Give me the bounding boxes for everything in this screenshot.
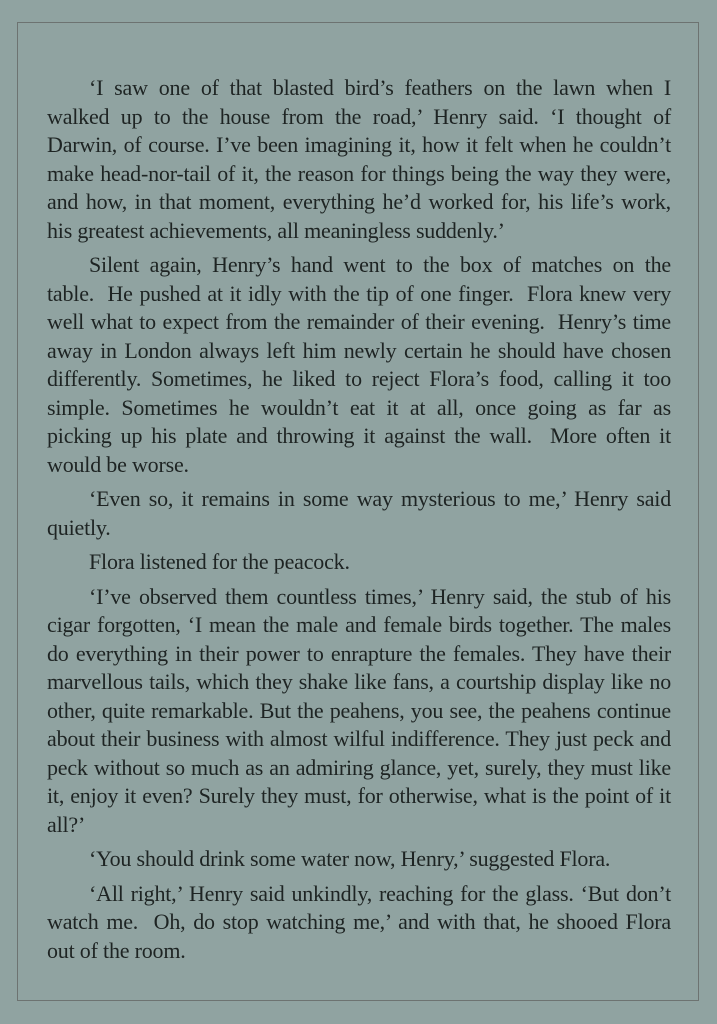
text-line: picking up his plate and throwing it against the wall. More often it xyxy=(47,423,671,448)
text-line: his greatest achievements, all meaningless suddenly.’ xyxy=(47,217,505,243)
text-line: ‘Even so, it remains in some way mysterious to me,’ Henry said xyxy=(89,486,671,511)
text-line: simple. Sometimes he wouldn’t eat it at all, once going as far as xyxy=(47,394,671,420)
text-line: make head-nor-tail of it, the reason for things being the way they were, xyxy=(47,160,671,186)
text-line: would be worse. xyxy=(47,451,189,477)
paragraph xyxy=(47,583,671,840)
text-line: marvellous tails, which they shake like fans, a courtship display like no xyxy=(47,669,671,694)
text-line: ‘All right,’ Henry said unkindly, reaching for the glass. ‘But don’t xyxy=(89,880,671,906)
text-line: watch me. Oh, do stop watching me,’ and with that, he shooed Flora xyxy=(47,909,671,934)
text-line: and how, in that moment, everything he’d worked for, his life’s work, xyxy=(47,189,671,214)
text-line: table. He pushed at it idly with the tip of one finger. Flora knew very xyxy=(47,280,671,306)
text-line: away in London always left him newly certain he should have chosen xyxy=(47,337,671,363)
page-text xyxy=(47,74,671,971)
text-line: differently. Sometimes, he liked to reject Flora’s food, calling it too xyxy=(47,366,671,391)
text-line: other, quite remarkable. But the peahens, you see, the peahens continue xyxy=(47,697,671,723)
paragraph xyxy=(47,74,671,245)
text-line: quietly. xyxy=(47,514,111,540)
paragraph xyxy=(47,845,671,874)
text-line: walked up to the house from the road,’ Henry said. ‘I thought of xyxy=(47,103,671,129)
paragraph xyxy=(47,548,671,577)
text-line: ‘You should drink some water now, Henry,’ suggested Flora. xyxy=(89,846,611,871)
text-line: about their business with almost wilful indifference. They just peck and xyxy=(47,726,671,751)
text-line: cigar forgotten, ‘I mean the male and female birds together. The males xyxy=(47,612,671,637)
text-line: Flora listened for the peacock. xyxy=(89,549,350,574)
page-border xyxy=(17,22,699,1001)
paragraph xyxy=(47,485,671,542)
text-line: Darwin, of course. I’ve been imagining it, how it felt when he couldn’t xyxy=(47,132,671,157)
text-line: out of the room. xyxy=(47,937,186,963)
paragraph xyxy=(47,880,671,966)
text-line: do everything in their power to enrapture the females. They have their xyxy=(47,640,671,666)
paragraph xyxy=(47,251,671,479)
text-line: peck without so much as an admiring glance, yet, surely, they must like xyxy=(47,754,671,780)
text-line: ‘I saw one of that blasted bird’s feathers on the lawn when I xyxy=(89,75,671,100)
text-line: Silent again, Henry’s hand went to the box of matches on the xyxy=(89,252,671,277)
text-line: ‘I’ve observed them countless times,’ Henry said, the stub of his xyxy=(89,583,671,609)
text-line: all?’ xyxy=(47,811,86,837)
text-line: well what to expect from the remainder of their evening. Henry’s time xyxy=(47,309,671,334)
text-line: it, enjoy it even? Surely they must, for otherwise, what is the point of it xyxy=(47,783,671,808)
